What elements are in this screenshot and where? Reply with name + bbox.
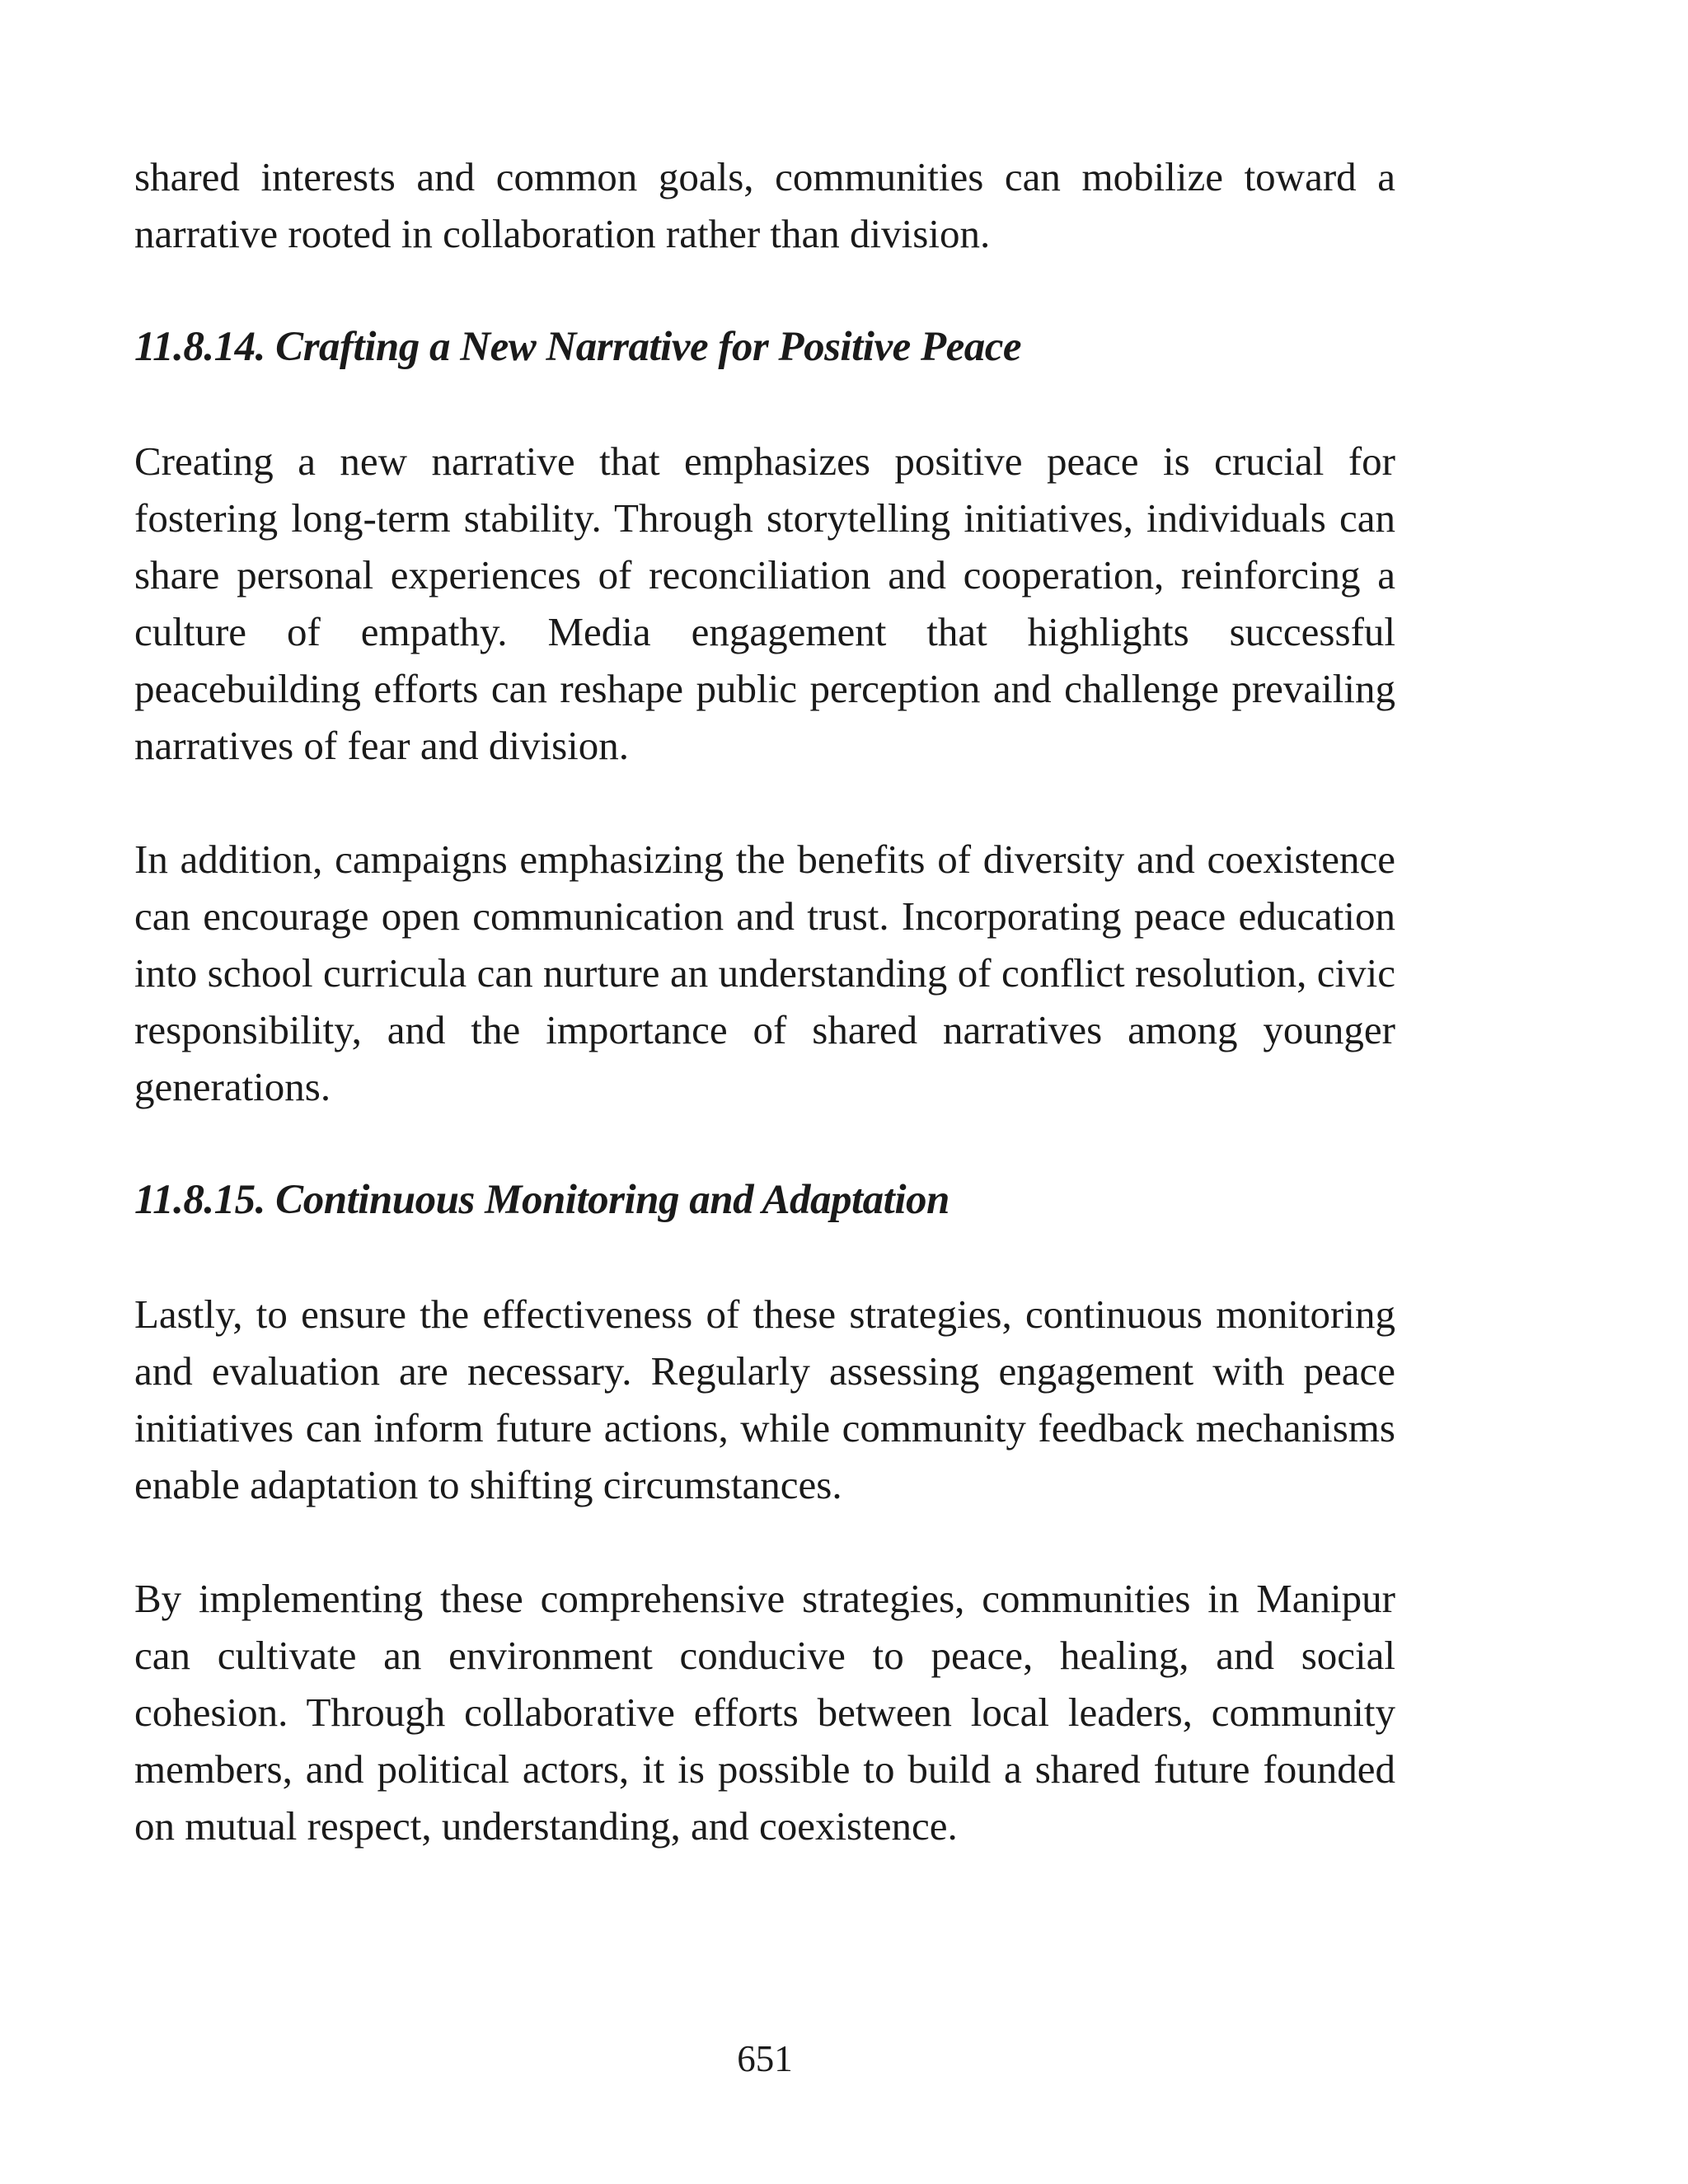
section-heading-11-8-14: 11.8.14. Crafting a New Narrative for Positive Peace (134, 324, 1022, 370)
page-number: 651 (737, 2038, 793, 2079)
paragraph-continuation: shared interests and common goals, communities can mobilize toward a narrative rooted in collaboration rather than division. (134, 154, 1395, 256)
page-body (134, 148, 1395, 1854)
paragraph-conclusion: By implementing these comprehensive strategies, communities in Manipur can cultivate an environment conducive to peace, healing, and social cohesion. Through collaborative efforts between local leaders, community members, and political actors, it is possible to build a shared future founded on mutual respect, understanding, and coexistence. (134, 1576, 1395, 1849)
section-heading-11-8-15: 11.8.15. Continuous Monitoring and Adaptation (134, 1177, 950, 1223)
paragraph-monitoring: Lastly, to ensure the effectiveness of these strategies, continuous monitoring and evaluation are necessary. Regularly assessing engagement with peace initiatives can inform future actions, while community feedback mechanisms enable adaptation to shifting circumstances. (134, 1291, 1395, 1507)
paragraph-campaigns: In addition, campaigns emphasizing the benefits of diversity and coexistence can encourage open communication and trust. Incorporating peace education into school curricula can nurture an understanding of conflict resolution, civic responsibility, and the importance of shared narratives among younger generations. (134, 837, 1395, 1109)
paragraph-new-narrative: Creating a new narrative that emphasizes positive peace is crucial for fostering long-term stability. Through storytelling initiatives, individuals can share personal experiences of reconciliation and cooperation, reinforcing a culture of empathy. Media engagement that highlights successful peacebuilding efforts can reshape public perception and challenge prevailing narratives of fear and division. (134, 438, 1395, 768)
